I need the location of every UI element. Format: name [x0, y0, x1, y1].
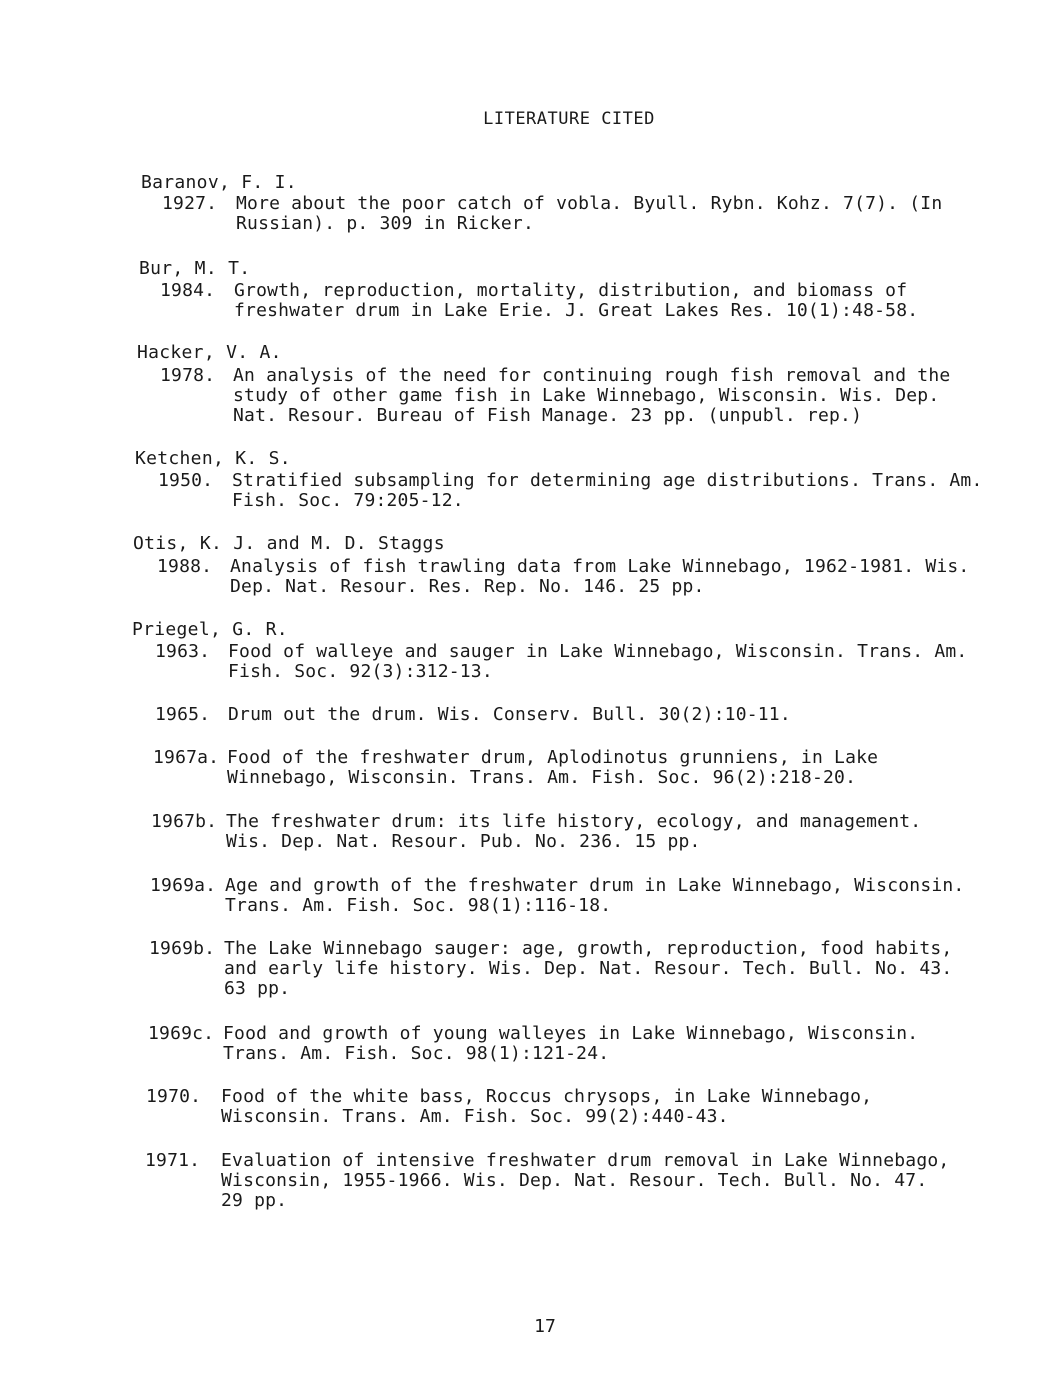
reference-year: 1970.	[146, 1086, 202, 1107]
reference-text: Food and growth of young walleyes in Lake Winnebago, Wisconsin. Trans. Am. Fish. Soc. 98(1):121-24.	[223, 1023, 919, 1064]
reference-text: Food of walleye and sauger in Lake Winnebago, Wisconsin. Trans. Am. Fish. Soc. 92(3):312-13.	[228, 641, 968, 682]
page-number: 17	[534, 1316, 556, 1337]
reference-author: Bur, M. T.	[139, 258, 251, 279]
reference-text: Stratified subsampling for determining age distributions. Trans. Am. Fish. Soc. 79:205-12.	[232, 470, 983, 511]
reference-year: 1984.	[160, 280, 216, 301]
reference-text: Drum out the drum. Wis. Conserv. Bull. 30(2):10-11.	[228, 704, 791, 725]
reference-text: An analysis of the need for continuing rough fish removal and the study of other game fish in Lake Winnebago, Wisconsin. Wis. Dep. Nat. Resour. Bureau of Fish Manage. 23 pp. (unpubl. rep.)	[233, 365, 951, 426]
reference-author: Baranov, F. I.	[141, 172, 297, 193]
reference-year: 1967b.	[151, 811, 218, 832]
reference-year: 1969b.	[149, 938, 216, 959]
reference-author: Hacker, V. A.	[137, 342, 282, 363]
reference-text: Evaluation of intensive freshwater drum removal in Lake Winnebago, Wisconsin, 1955-1966. Wis. Dep. Nat. Resour. Tech. Bull. No. 47. 29 pp.	[221, 1150, 950, 1211]
page-title: LITERATURE CITED	[483, 109, 655, 129]
reference-year: 1969a.	[150, 875, 217, 896]
reference-text: Food of the white bass, Roccus chrysops, in Lake Winnebago, Wisconsin. Trans. Am. Fish. Soc. 99(2):440-43.	[221, 1086, 873, 1127]
reference-author: Ketchen, K. S.	[135, 448, 291, 469]
reference-text: Food of the freshwater drum, Aplodinotus grunniens, in Lake Winnebago, Wisconsin. Trans. Am. Fish. Soc. 96(2):218-20.	[227, 747, 879, 788]
reference-year: 1965.	[155, 704, 211, 725]
reference-year: 1950.	[158, 470, 214, 491]
reference-year: 1969c.	[148, 1023, 215, 1044]
reference-text: The freshwater drum: its life history, ecology, and management. Wis. Dep. Nat. Resour. Pub. No. 236. 15 pp.	[226, 811, 922, 852]
reference-text: Analysis of fish trawling data from Lake Winnebago, 1962-1981. Wis. Dep. Nat. Resour. Res. Rep. No. 146. 25 pp.	[230, 556, 970, 597]
reference-author: Priegel, G. R.	[132, 619, 288, 640]
reference-year: 1971.	[145, 1150, 201, 1171]
reference-year: 1988.	[157, 556, 213, 577]
reference-year: 1963.	[155, 641, 211, 662]
reference-text: Growth, reproduction, mortality, distribution, and biomass of freshwater drum in Lake Erie. J. Great Lakes Res. 10(1):48-58.	[234, 280, 919, 321]
reference-year: 1927.	[162, 193, 218, 214]
reference-text: The Lake Winnebago sauger: age, growth, reproduction, food habits, and early life history. Wis. Dep. Nat. Resour. Tech. Bull. No. 43. 63 pp.	[224, 938, 953, 999]
reference-year: 1967a.	[153, 747, 220, 768]
reference-text: More about the poor catch of vobla. Byull. Rybn. Kohz. 7(7). (In Russian). p. 309 in Ricker.	[236, 193, 943, 234]
reference-author: Otis, K. J. and M. D. Staggs	[133, 533, 445, 554]
reference-year: 1978.	[160, 365, 216, 386]
reference-text: Age and growth of the freshwater drum in Lake Winnebago, Wisconsin. Trans. Am. Fish. Soc. 98(1):116-18.	[225, 875, 965, 916]
